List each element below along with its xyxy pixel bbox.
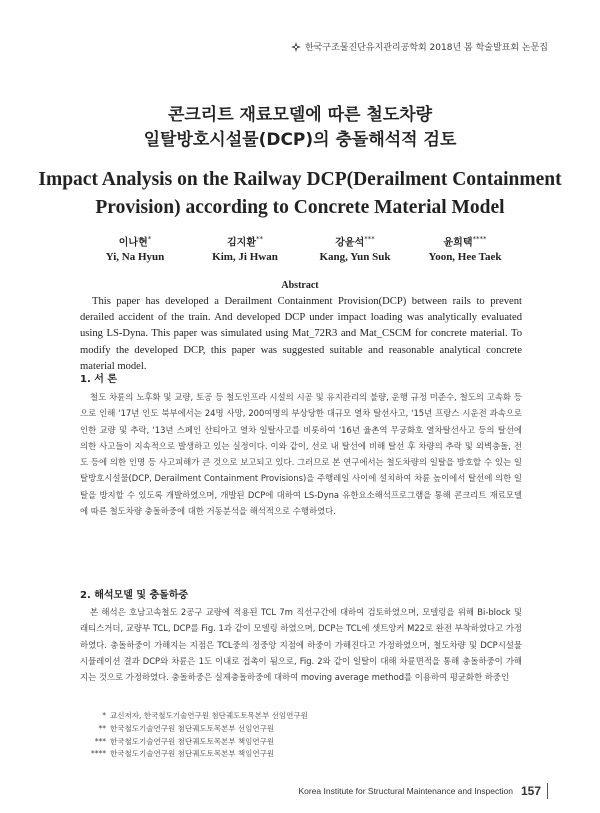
section-text-introduction: 철도 차륜의 노후화 및 교량, 토공 등 철도인프라 시설의 시공 및 유지관리의 불량, 운행 규정 미준수, 철도의 고속화 등으로 인해 '17년 인도 북부에서는 24명 사망, 200여명의 부상당한 대규모 열차 탈선사고, '15년 프랑스 시운전 과속으로 인한 교량 및 추락, '13년 스페인 산티아고 열차 일탈사고를 비롯하여 '16년 율촌역 무궁화호 열차탈선사고 등의 탈선에 의한 사고들이 지속적으로 발생하고 있는 실정이다. 이와 같이, 선로 내 탈선에 비해 탈선 후 차량의 추락 및 외벽충돌, 전도 등에 의한 인명 등 사고피해가 큰 것으로 보고되고 있다. 그러므로 본 연구에서는 철도차량의 일탈을 방호할 수 있는 일탈방호시설물(DCP, Derailment Containment Provisions)을 주행레일 사이에 설치하여 차륜 높이에서 탈선에 의한 일탈을 방지할 수 있도록 개발하였으며, 개발된 DCP에 대하여 LS-Dyna 유한요소해석프로그램을 통해 콘크리트 재료모델에 따른 철도차량 충돌하중에 대한 거동분석을 해석적으로 수행하였다. bbox=[80, 392, 522, 517]
footnote bbox=[80, 736, 380, 749]
footnote-text: 교신저자, 한국철도기술연구원 첨단궤도토목본부 선임연구원 bbox=[110, 711, 308, 720]
author bbox=[80, 232, 190, 265]
author-name-en: Yi, Na Hyun bbox=[105, 251, 165, 264]
footnote-mark: ** bbox=[98, 723, 106, 733]
author-name-ko: 강윤석 bbox=[335, 237, 365, 249]
english-title-line-2: Provision) according to Concrete Material Model bbox=[95, 197, 505, 218]
page-footer bbox=[298, 783, 548, 799]
running-header bbox=[290, 40, 548, 53]
author-name-ko: 이나현 bbox=[118, 237, 148, 249]
author bbox=[190, 232, 300, 265]
footnotes bbox=[80, 710, 380, 761]
running-header-text: 한국구조물진단유지관리공학회 2018년 봄 학술발표회 논문집 bbox=[304, 43, 548, 53]
footer-organization: Korea Institute for Structural Maintenance and Inspection bbox=[298, 786, 513, 796]
korean-title bbox=[0, 103, 600, 153]
footnote-text: 한국철도기술연구원 첨단궤도토목본부 선임연구원 bbox=[110, 723, 275, 733]
society-logo-icon bbox=[290, 41, 302, 53]
author-mark: ** bbox=[255, 235, 263, 243]
footnote-text: 한국철도기술연구원 첨단궤도토목본부 책임연구원 bbox=[110, 736, 275, 746]
abstract-text: This paper has developed a Derailment Containment Provision(DCP) between rails to prevent derailed accident of the train. And developed DCP under impact loading was analytically evaluated using LS-Dyna. This paper was simulated using Mat_72R3 and Mat_CSCM for concrete material. To modify the developed DCP, this paper was suggested suitable and reasonable analytical concrete material model. bbox=[80, 296, 522, 372]
section-heading-analysis-model: 2. 해석모델 및 충돌하중 bbox=[80, 590, 189, 601]
section-heading-introduction: 1. 서 론 bbox=[80, 374, 118, 385]
english-title-line-1: Impact Analysis on the Railway DCP(Derailment Containment bbox=[38, 169, 562, 190]
footnote bbox=[80, 723, 380, 736]
author-name-en: Yoon, Hee Taek bbox=[428, 251, 502, 264]
english-title bbox=[0, 166, 600, 222]
author-name-ko: 윤희택 bbox=[443, 237, 473, 249]
korean-title-line-2: 일탈방호시설물(DCP)의 충돌해석적 검토 bbox=[143, 130, 457, 150]
author-mark: * bbox=[147, 235, 152, 243]
author-name-en: Kang, Yun Suk bbox=[319, 251, 391, 264]
section-text-analysis-model: 본 해석은 호남고속철도 2공구 교량에 적용된 TCL 7m 직선구간에 대하여 검토하였으며, 모델링을 위해 Bi-block 및 래티스거더, 교량부 TCL, DCP를 Fig. 1과 같이 모델링 하였으며, DCP는 TCL에 셋트앙커 M22로 완전 부착하였다고 가정하였다. 충돌하중이 가해지는 지점은 TCL중의 정중앙 지점에 하중이 가해진다고 가정하였으며, 철도차량 및 DCP시설물 시뮬레이션 결과 DCP와 차륜은 1도 이내로 접촉이 됨으로, Fig. 2와 같이 일탈이 대해 차륜면적을 통해 충돌하중이 가해지는 것으로 가정하였다. 충돌하중은 실제충돌하중에 대하여 moving average method를 이용하여 평균화한 하중인 bbox=[80, 607, 522, 683]
author-list bbox=[80, 232, 520, 265]
footer-divider bbox=[547, 783, 548, 799]
footnote bbox=[80, 710, 380, 723]
author bbox=[410, 232, 520, 265]
abstract-heading: Abstract bbox=[281, 280, 319, 291]
author-name-en: Kim, Ji Hwan bbox=[212, 251, 278, 264]
author bbox=[300, 232, 410, 265]
page-number: 157 bbox=[520, 784, 541, 798]
author-mark: **** bbox=[472, 235, 487, 243]
author-mark: *** bbox=[364, 235, 375, 243]
footnote-mark: * bbox=[102, 711, 106, 720]
footnote-text: 한국철도기술연구원 첨단궤도토목본부 책임연구원 bbox=[110, 749, 275, 759]
footnote bbox=[80, 748, 380, 761]
author-name-ko: 김지환 bbox=[227, 237, 256, 249]
korean-title-line-1: 콘크리트 재료모델에 따른 철도차량 bbox=[167, 105, 433, 125]
footnote-mark: *** bbox=[94, 736, 106, 746]
footnote-mark: **** bbox=[91, 749, 106, 759]
